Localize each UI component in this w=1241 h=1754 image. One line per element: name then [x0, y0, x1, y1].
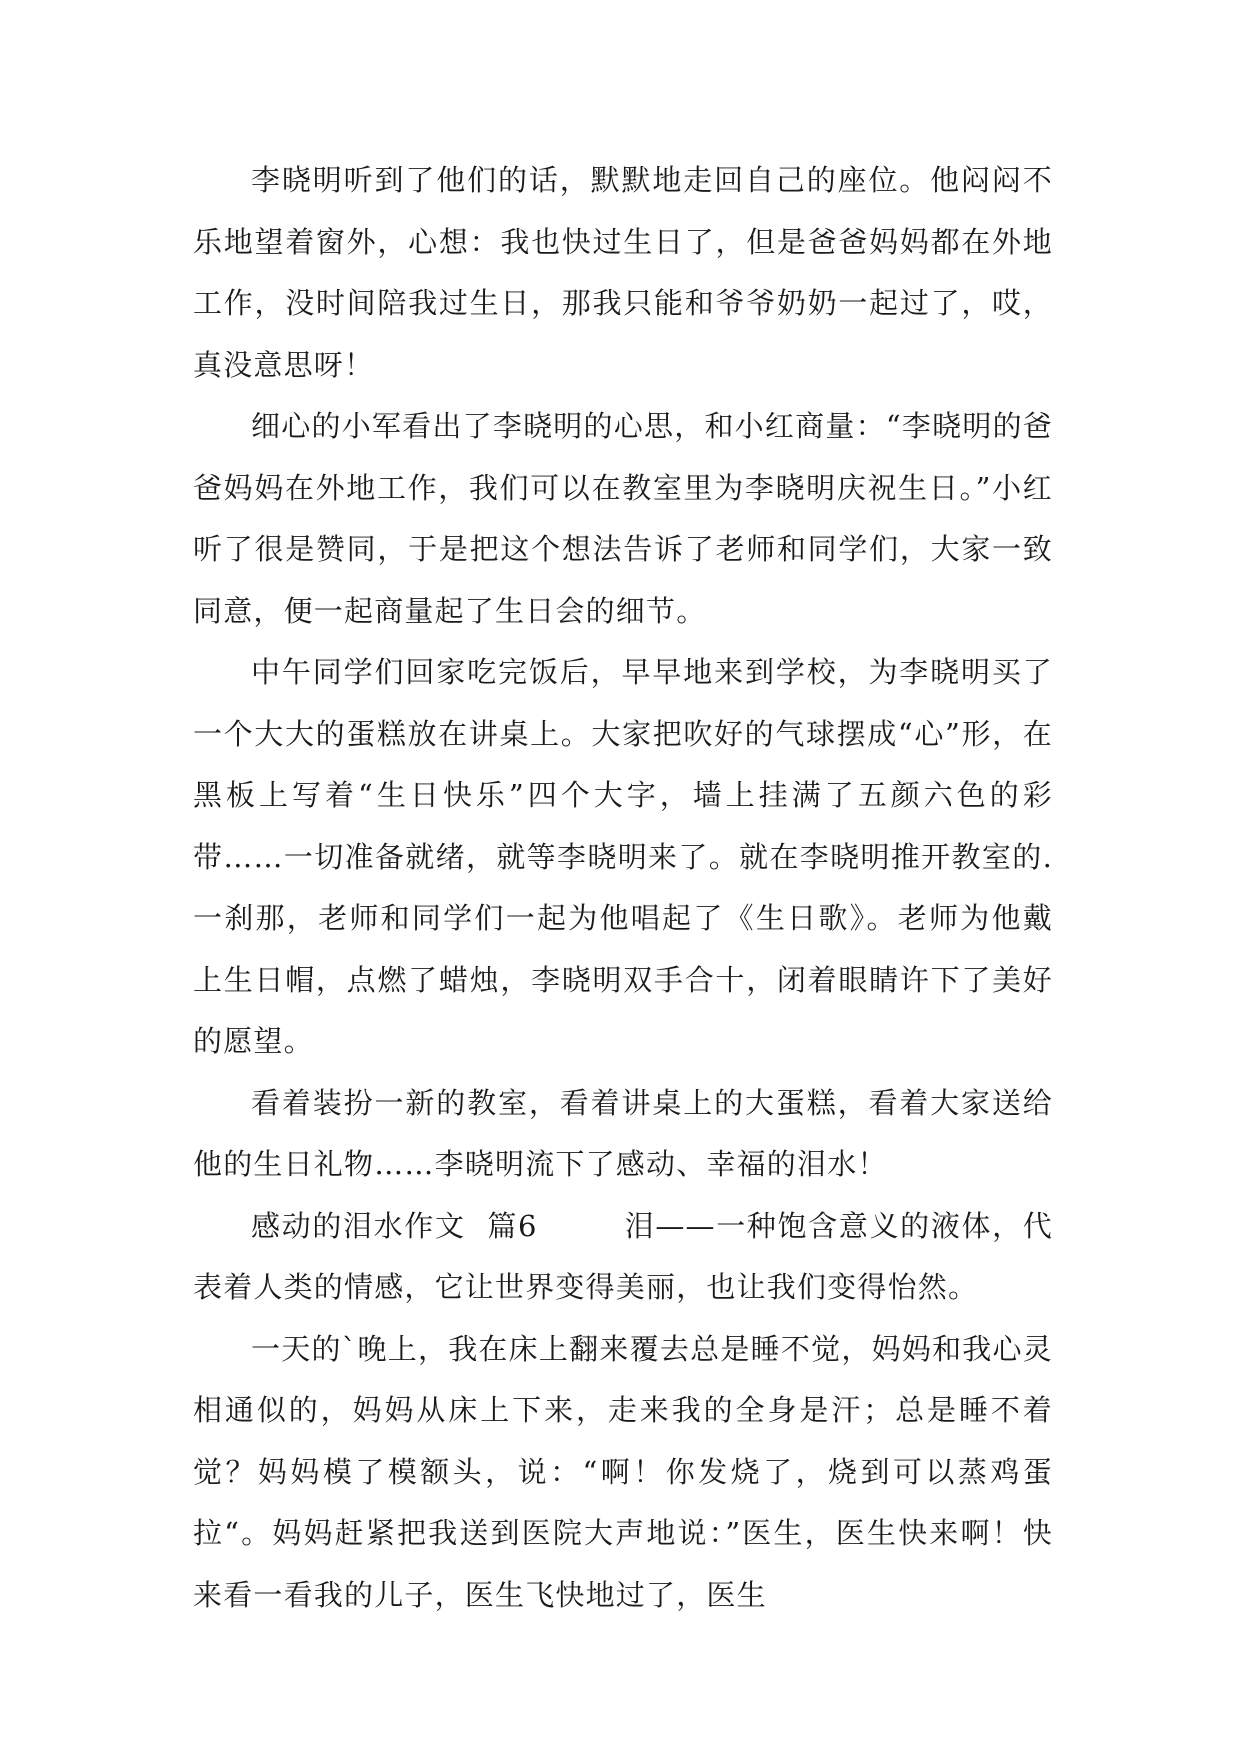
paragraph: 看着装扮一新的教室，看着讲桌上的大蛋糕，看着大家送给他的生日礼物……李晓明流下了感动、幸福的泪水！: [193, 1085, 1053, 1181]
paragraph: 细心的小军看出了李晓明的心思，和小红商量：“李晓明的爸爸妈妈在外地工作，我们可以在教室里为李晓明庆祝生日。”小红听了很是赞同，于是把这个想法告诉了老师和同学们，大家一致同意，便一起商量起了生日会的细节。: [193, 409, 1053, 628]
paragraph: 李晓明听到了他们的话，默默地走回自己的座位。他闷闷不乐地望着窗外，心想：我也快过生日了，但是爸爸妈妈都在外地工作，没时间陪我过生日，那我只能和爷爷奶奶一起过了，哎，真没意思呀！: [193, 163, 1053, 382]
paragraph: 中午同学们回家吃完饭后，早早地来到学校，为李晓明买了一个大大的蛋糕放在讲桌上。大家把吹好的气球摆成“心”形，在黑板上写着“生日快乐”四个大字，墙上挂满了五颜六色的彩带……一切准备就绪，就等李晓明来了。就在李晓明推开教室的.一刹那，老师和同学们一起为他唱起了《生日歌》。老师为他戴上生日帽，点燃了蜡烛，李晓明双手合十，闭着眼睛许下了美好的愿望。: [193, 655, 1053, 1058]
document-body: [193, 150, 1053, 1626]
paragraph-essay-heading: 感动的泪水作文 篇6 泪——一种饱含意义的液体，代表着人类的情感，它让世界变得美丽，也让我们变得怡然。: [193, 1208, 1053, 1304]
paragraph: 一天的`晚上，我在床上翻来覆去总是睡不觉，妈妈和我心灵相通似的，妈妈从床上下来，走来我的全身是汗；总是睡不着觉？妈妈模了模额头，说：“啊！你发烧了，烧到可以蒸鸡蛋拉“。妈妈赶紧把我送到医院大声地说：”医生，医生快来啊！快来看一看我的儿子，医生飞快地过了，医生: [193, 1331, 1053, 1612]
